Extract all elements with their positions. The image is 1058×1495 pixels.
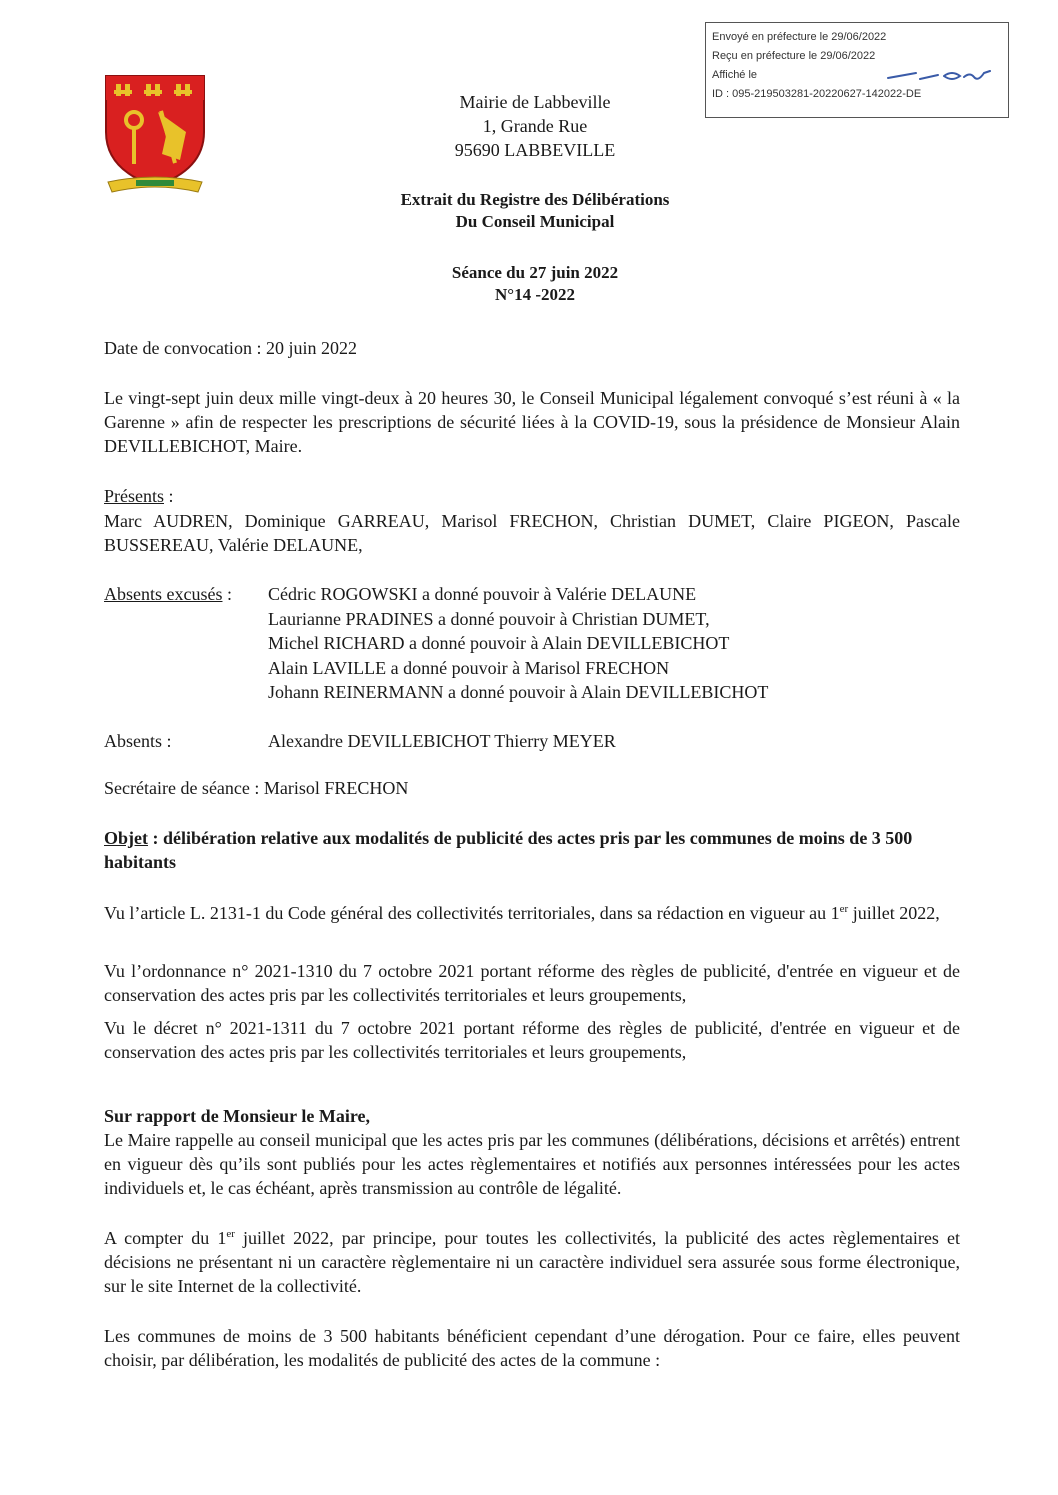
- stamp-received-date: Reçu en préfecture le 29/06/2022: [712, 50, 876, 62]
- rapport-p2-start: A compter du 1: [104, 1228, 227, 1248]
- rapport-p2-sup: er: [226, 1228, 235, 1240]
- absents-excuses-label-text: Absents excusés: [104, 584, 223, 604]
- stamp-posted: Affiché le: [712, 69, 758, 81]
- rapport-paragraph-1: Le Maire rappelle au conseil municipal que les actes pris par les communes (délibérations, décisions et arrêtés) entrent en vigueur dès qu’ils sont publiés pour les actes règlementaires et notifiés aux personnes intéressées pour les actes individuels et, le cas échéant, après transmission au contrôle de légalité.: [104, 1130, 960, 1198]
- address-line-3: 95690 LABBEVILLE: [454, 140, 616, 160]
- address-line-1: Mairie de Labbeville: [459, 92, 611, 112]
- absents-label: Absents :: [104, 731, 172, 751]
- rapport-heading: Sur rapport de Monsieur le Maire,: [104, 1106, 370, 1126]
- rapport-p2-end: juillet 2022, par principe, pour toutes les collectivités, la publicité des actes règlementaires et décisions ne présentant ni un caractère règlementaire ni un caractère individuel sera assurée sous forme électronique, sur le site Internet de la collectivité.: [104, 1228, 961, 1296]
- rapport-paragraph-2: [104, 1226, 960, 1298]
- vu-article: [104, 901, 960, 925]
- absents-excuses-label: [104, 582, 232, 606]
- objet-text: : délibération relative aux modalités de publicité des actes pris par les communes de moins de 3 500 habitants: [104, 828, 913, 872]
- stamp-id: ID : 095-219503281-20220627-142022-DE: [712, 88, 922, 100]
- list-item: Alain LAVILLE a donné pouvoir à Marisol FRECHON: [268, 657, 670, 678]
- vu-ordonnance: Vu l’ordonnance n° 2021-1310 du 7 octobre 2021 portant réforme des règles de publicité, d'entrée en vigueur et de conservation des actes pris par les collectivités territoriales et leurs groupements,: [104, 961, 960, 1005]
- list-item: Cédric ROGOWSKI a donné pouvoir à Valérie DELAUNE: [268, 584, 697, 604]
- vu-article-text: Vu l’article L. 2131-1 du Code général des collectivités territoriales, dans sa rédaction en vigueur au 1: [104, 903, 840, 923]
- address-line-2: 1, Grande Rue: [482, 116, 588, 136]
- labbeville-crest-logo: [100, 70, 210, 195]
- list-item: Michel RICHARD a donné pouvoir à Alain DEVILLEBICHOT: [268, 633, 730, 653]
- convocation-date: Date de convocation : 20 juin 2022: [104, 338, 357, 358]
- intro-paragraph: Le vingt-sept juin deux mille vingt-deux à 20 heures 30, le Conseil Municipal légalement convoqué s’est réuni à « la Garenne » afin de respecter les prescriptions de sécurité liées à la COVID-19, sous la présidence de Monsieur Alain DEVILLEBICHOT, Maire.: [104, 388, 960, 456]
- list-item: Johann REINERMANN a donné pouvoir à Alain DEVILLEBICHOT: [268, 682, 769, 702]
- stamp-sent-date: Envoyé en préfecture le 29/06/2022: [712, 31, 887, 43]
- objet-label: Objet: [104, 828, 148, 848]
- title-line-1: Extrait du Registre des Délibérations: [400, 190, 670, 209]
- session-heading: [300, 262, 770, 306]
- presents-label-colon: :: [164, 486, 174, 506]
- vu-article-sup: er: [839, 903, 849, 915]
- title-line-2: Du Conseil Municipal: [455, 212, 615, 231]
- presents-names: Marc AUDREN, Dominique GARREAU, Marisol FRECHON, Christian DUMET, Claire PIGEON, Pascale BUSSEREAU, Valérie DELAUNE,: [104, 511, 960, 555]
- session-date: Séance du 27 juin 2022: [451, 263, 619, 282]
- session-number: N°14 -2022: [495, 285, 575, 304]
- slo-signature-logo: [886, 69, 991, 83]
- prefecture-stamp: [705, 22, 1009, 118]
- list-item: Laurianne PRADINES a donné pouvoir à Christian DUMET,: [268, 608, 710, 629]
- presents-label: [104, 484, 960, 508]
- secretaire-de-seance: Secrétaire de séance : Marisol FRECHON: [104, 778, 409, 798]
- vu-decret: Vu le décret n° 2021-1311 du 7 octobre 2021 portant réforme des règles de publicité, d'entrée en vigueur et de conservation des actes pris par les collectivités territoriales et leurs groupements,: [104, 1018, 960, 1062]
- derogation-paragraph: Les communes de moins de 3 500 habitants bénéficient cependant d’une dérogation. Pour ce faire, elles peuvent choisir, par délibération, les modalités de publicité des actes de la commune :: [104, 1326, 960, 1370]
- objet-paragraph: [104, 826, 960, 874]
- presents-label-text: Présents: [104, 486, 164, 506]
- mairie-address: [420, 90, 650, 162]
- absents-excuses-list: [268, 582, 768, 705]
- document-title: [300, 189, 770, 233]
- absents-excuses-label-colon: :: [222, 584, 232, 604]
- vu-article-end: juillet 2022,: [848, 903, 940, 923]
- absents-names: Alexandre DEVILLEBICHOT Thierry MEYER: [268, 731, 616, 751]
